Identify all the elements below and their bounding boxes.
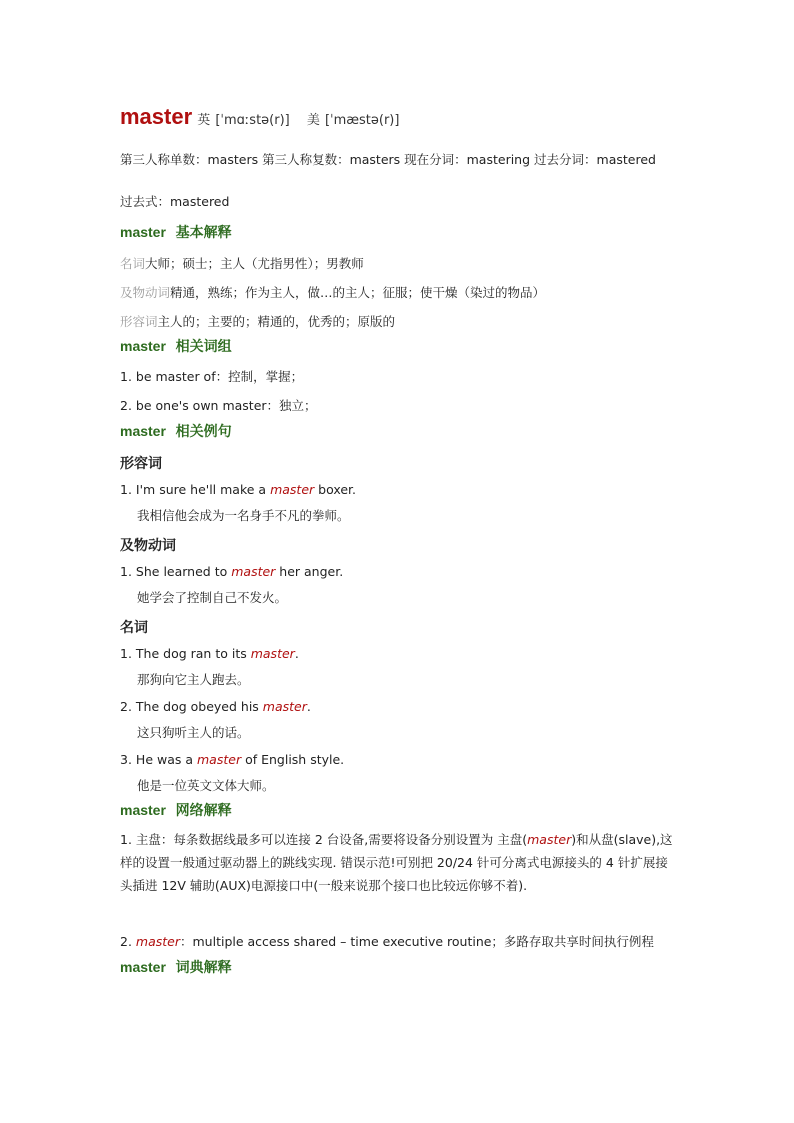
definition-row [120, 254, 364, 272]
definition-text: 大师；硕士；主人（尤指男性）；男教师 [145, 256, 364, 271]
web-explanation-item-1: 1. 主盘：每条数据线最多可以连接 2 台设备,需要将设备分别设置为 主盘(master)和从盘(slave),这样的设置一般通过驱动器上的跳线实现. 错误示范!可别把 20/24 针可分离式电源接头的 4 针扩展接头插进 12V 辅助(AUX)电源接口中(一般来说那个接口也比较远你够不着). [120, 832, 673, 893]
example-chinese: 这只狗听主人的话。 [137, 725, 250, 740]
phrase-item: 1. be master of：控制，掌握； [120, 369, 304, 384]
web-explanation-item-2: 2. master：multiple access shared – time executive routine；多路存取共享时间执行例程 [120, 934, 654, 949]
section-heading-examples [120, 421, 232, 441]
highlight-word: master [231, 564, 276, 579]
word-forms-line-2: 过去式：mastered [120, 194, 230, 209]
section-heading-dict [120, 957, 232, 977]
entry-header [120, 104, 399, 130]
example-chinese: 他是一位英文文体大师。 [137, 778, 275, 793]
pos-label: 及物动词 [120, 285, 171, 300]
example-chinese: 那狗向它主人跑去。 [137, 672, 250, 687]
pos-label: 名词 [120, 256, 146, 271]
section-heading-phrases [120, 336, 232, 356]
example-pos-heading: 及物动词 [120, 538, 176, 554]
section-word: master [120, 224, 166, 240]
headword: master [120, 104, 193, 129]
us-label: 美 [306, 113, 320, 128]
definition-text: 主人的；主要的；精通的，优秀的；原版的 [157, 314, 396, 329]
section-title: 词典解释 [175, 960, 232, 976]
example-pos-heading: 形容词 [120, 456, 162, 472]
section-word: master [120, 959, 166, 975]
highlight-word: master [270, 482, 315, 497]
section-title: 基本解释 [175, 225, 232, 241]
example-english: 1. I'm sure he'll make a master boxer. [120, 482, 356, 497]
uk-phonetic: [ˈmɑːstə(r)] [215, 113, 290, 128]
section-word: master [120, 423, 166, 439]
definition-row [120, 283, 545, 301]
section-heading-basic [120, 222, 232, 242]
definition-row [120, 312, 395, 330]
section-title: 网络解释 [175, 803, 232, 819]
uk-label: 英 [197, 113, 211, 128]
pos-label: 形容词 [120, 314, 158, 329]
definition-text: 精通，熟练；作为主人，做…的主人；征服；使干燥（染过的物品） [170, 285, 546, 300]
section-word: master [120, 802, 166, 818]
highlight-word: master [197, 752, 242, 767]
word-forms-line-1: 第三人称单数：masters 第三人称复数：masters 现在分词：mastering 过去分词：mastered [120, 152, 656, 167]
section-title: 相关词组 [175, 339, 232, 355]
highlight-word: master [250, 646, 295, 661]
us-phonetic: [ˈmæstə(r)] [324, 113, 400, 128]
example-english: 3. He was a master of English style. [120, 752, 345, 767]
example-chinese: 她学会了控制自己不发火。 [137, 590, 288, 605]
example-english: 1. She learned to master her anger. [120, 564, 344, 579]
example-chinese: 我相信他会成为一名身手不凡的拳师。 [137, 508, 350, 523]
highlight-word: master [527, 832, 572, 847]
section-word: master [120, 338, 166, 354]
example-english: 1. The dog ran to its master. [120, 646, 299, 661]
phrase-item: 2. be one's own master：独立； [120, 398, 317, 413]
section-heading-web [120, 800, 232, 820]
highlight-word: master [135, 934, 180, 949]
example-pos-heading: 名词 [120, 620, 148, 636]
section-title: 相关例句 [175, 424, 232, 440]
highlight-word: master [262, 699, 307, 714]
example-english: 2. The dog obeyed his master. [120, 699, 311, 714]
